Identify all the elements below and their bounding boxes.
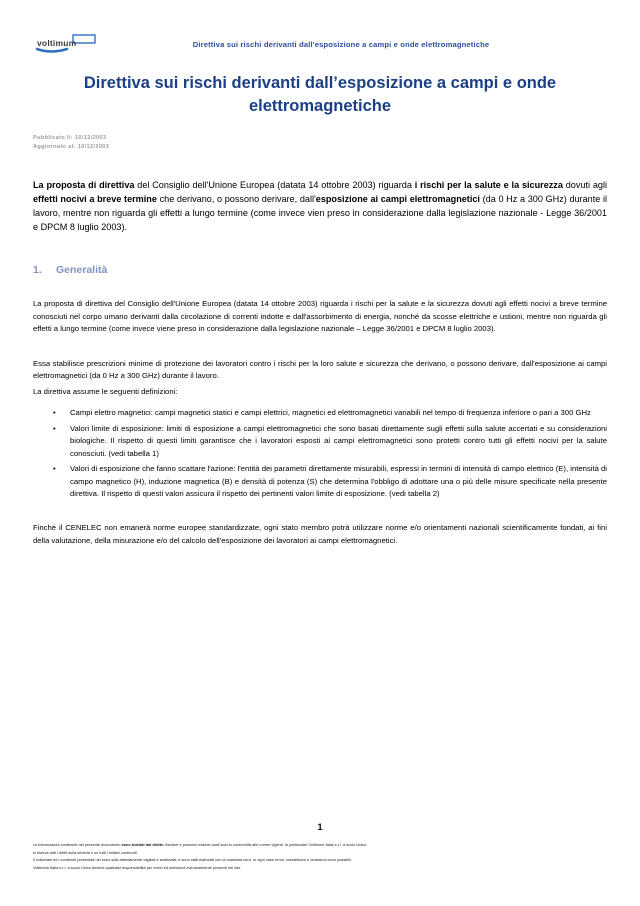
footer-line-1-b: sono tutelati dal diritto bbox=[121, 842, 164, 847]
list-item bbox=[51, 407, 607, 419]
list-item bbox=[51, 463, 607, 500]
bullet-icon: • bbox=[53, 423, 56, 433]
footer-line-3: Il materiale ed i contenuti presentati nel sono stati attentamente vagliati e analizzati, e sono stati elaborati con la massima cura. In ogni caso errori, inesattezze e omissioni sono possibili. bbox=[33, 857, 352, 863]
list-item bbox=[51, 423, 607, 460]
section1-paragraph-2: Essa stabilisce prescrizioni minime di protezione dei lavoratori contro i rischi per la loro salute e sicurezza che derivano, o possono derivare, dall'esposizione ai campi elettromagnetici (da 0 Hz a 300 GHz) durante il lavoro. bbox=[33, 358, 607, 381]
published-date: Pubblicato il: 10/12/2003 bbox=[33, 134, 107, 141]
page-title: Direttiva sui rischi derivanti dall’esposizione a campi e onde elettromagnetiche bbox=[83, 74, 557, 115]
footer-line-2: si riserva tutti i diritti sulla scheda e su tutti i relativi contenuti. bbox=[33, 849, 138, 855]
intro-seg-1: La proposta di direttiva bbox=[33, 180, 135, 191]
footer-line-1 bbox=[33, 841, 616, 849]
intro-seg-6: che derivano, o possono derivare, dall' bbox=[156, 193, 316, 204]
voltimum-logo bbox=[33, 33, 105, 55]
footer-line-1-c: d'autore e possono essere usati solo in conformità alle norme vigenti. In particolare Voltimum Italia s.r.l. a socio Unico bbox=[163, 842, 367, 847]
section1-paragraph-1: La proposta di direttiva del Consiglio dell'Unione Europea (datata 14 ottobre 2003) riguarda i rischi per la salute e la sicurezza dovuti agli effetti nocivi a breve termine conosciuti nel corpo umano derivanti dalla circolazione di correnti indotte e dall'assorbimento di energia, nonché da scosse elettriche e ustioni, mentre non riguarda gli effetti a lungo termine (come invece viene preso in considerazione dalla legislazione nazionale – Legge 36/2001 e DPCM 8 luglio 2003). bbox=[33, 299, 607, 334]
footer-disclaimer bbox=[33, 841, 616, 871]
section-heading-generalita bbox=[33, 264, 607, 276]
page-number: 1 bbox=[317, 822, 323, 832]
bullet-icon: • bbox=[53, 408, 56, 418]
section1-paragraph-3: La direttiva assume le seguenti definizioni: bbox=[33, 386, 178, 396]
intro-seg-8: (da 0 Hz a 300 GHz) durante il lavoro, mentre non riguarda gli effetti a lungo termine (come invece vien preso in considerazione dalla legislazione nazionale - Legge 36/2001 e DPCM 8 luglio 2003). bbox=[33, 193, 607, 232]
section-title: Generalità bbox=[56, 264, 108, 277]
definition-text: Campi elettro magnetici: campi magnetici statici e campi elettrici, magnetici ed elettromagnetici variabili nel tempo di frequenza inferiore o pari a 300 GHz bbox=[70, 408, 591, 418]
intro-seg-7: esposizione ai campi elettromagnetici bbox=[315, 193, 480, 204]
intro-paragraph bbox=[33, 179, 607, 234]
intro-seg-2: del Consiglio dell'Unione Europea (datata 14 ottobre 2003) riguarda bbox=[134, 180, 415, 191]
footer-line-4: Voltimum Italia s.r.l. a socio Unico declina qualsiasi responsabilità per errori ed omissioni eventualmente presenti nel sito. bbox=[33, 864, 242, 870]
publication-meta bbox=[33, 134, 607, 154]
intro-seg-4: dovuti agli bbox=[562, 180, 607, 191]
document-header bbox=[33, 0, 607, 58]
intro-seg-5: effetti nocivi a breve termine bbox=[33, 193, 157, 204]
section1-paragraph-4: Finché il CENELEC non emanerà norme europee standardizzate, ogni stato membro potrà utilizzare norme e/o orientamenti nazionali scientificamente fondati, ai fini della valutazione, della misurazione e/o del calcolo dell'esposizione dei lavoratori ai campi elettromagnetici. bbox=[33, 523, 607, 545]
bullet-icon: • bbox=[53, 464, 56, 474]
section-number: 1. bbox=[33, 264, 42, 277]
voltimum-logo-icon bbox=[33, 33, 105, 55]
definition-text: Valori limite di esposizione: limiti di esposizione a campi elettromagnetici che sono basati direttamente sugli effetti sulla salute accertati e su considerazioni biologiche. Il rispetto di questi limiti garantisce che i lavoratori esposti ai campi elettromagnetici sono protetti contro tutti gli effetti nocivi per la salute conosciuti. (vedi tabella 1) bbox=[70, 423, 607, 458]
intro-seg-3: i rischi per la salute e la sicurezza bbox=[414, 180, 563, 191]
footer-line-1-a: Le informazioni contenute nel presente documento bbox=[33, 842, 122, 847]
svg-text:voltimum: voltimum bbox=[37, 38, 77, 48]
definitions-list bbox=[33, 407, 607, 500]
running-header-title: Direttiva sui rischi derivanti dall'esposizione a campi e onde elettromagnetiche bbox=[192, 39, 490, 49]
definition-text: Valori di esposizione che fanno scattare l'azione: l'entità dei parametri direttamente misurabili, espressi in termini di intensità di campo elettrico (E), intensità di campo magnetico (H), induzione magnetica (B) e densità di potenza (S) che determina l'obbligo di adottare una o più delle misure specificate nella presente direttiva. Il rispetto di questi valori assicura il rispetto dei pertinenti valori limite di esposizione. (vedi tabella 2) bbox=[70, 464, 607, 498]
updated-date: Aggiornato al: 10/12/2003 bbox=[33, 144, 110, 151]
